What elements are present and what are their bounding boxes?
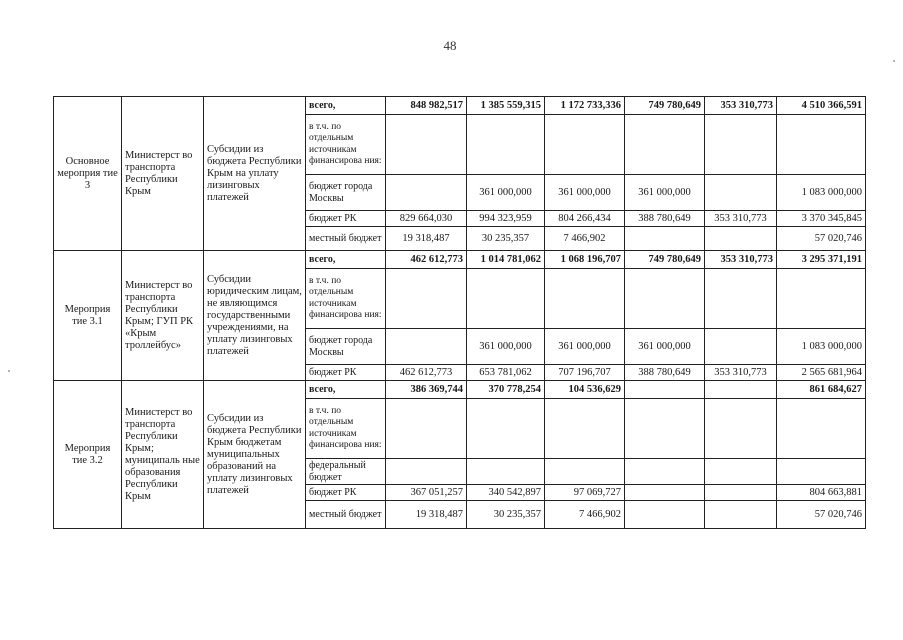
amount-cell xyxy=(705,269,777,329)
amount-cell xyxy=(625,269,705,329)
amount-cell: 361 000,000 xyxy=(545,329,625,365)
amount-cell: 57 020,746 xyxy=(777,501,866,529)
amount-cell: 749 780,649 xyxy=(625,97,705,115)
amount-cell: 848 982,517 xyxy=(386,97,467,115)
amount-cell: 353 310,773 xyxy=(705,251,777,269)
amount-cell xyxy=(545,269,625,329)
page-number: 48 xyxy=(443,38,457,53)
amount-cell xyxy=(386,459,467,485)
amount-cell: 804 266,434 xyxy=(545,211,625,227)
amount-cell xyxy=(777,399,866,459)
amount-cell xyxy=(705,399,777,459)
amount-cell xyxy=(777,269,866,329)
table-body xyxy=(54,97,866,529)
amount-cell: 1 385 559,315 xyxy=(467,97,545,115)
amount-cell: 361 000,000 xyxy=(467,329,545,365)
amount-cell: 2 565 681,964 xyxy=(777,365,866,381)
amount-cell: 57 020,746 xyxy=(777,227,866,251)
amount-cell: 340 542,897 xyxy=(467,485,545,501)
funding-source-cell: бюджет РК xyxy=(306,211,386,227)
table-row xyxy=(54,381,866,399)
event-name-cell: Мероприя тие 3.1 xyxy=(54,251,122,381)
amount-cell: 3 370 345,845 xyxy=(777,211,866,227)
amount-cell: 370 778,254 xyxy=(467,381,545,399)
amount-cell xyxy=(705,227,777,251)
funding-source-cell: местный бюджет xyxy=(306,227,386,251)
amount-cell xyxy=(625,501,705,529)
amount-cell: 97 069,727 xyxy=(545,485,625,501)
funding-source-cell: бюджет РК xyxy=(306,365,386,381)
amount-cell xyxy=(545,115,625,175)
amount-cell: 829 664,030 xyxy=(386,211,467,227)
amount-cell xyxy=(467,269,545,329)
amount-cell xyxy=(705,175,777,211)
amount-cell: 462 612,773 xyxy=(386,365,467,381)
amount-cell xyxy=(386,399,467,459)
amount-cell: 994 323,959 xyxy=(467,211,545,227)
amount-cell: 462 612,773 xyxy=(386,251,467,269)
amount-cell: 1 083 000,000 xyxy=(777,175,866,211)
amount-cell: 19 318,487 xyxy=(386,227,467,251)
amount-cell: 361 000,000 xyxy=(625,329,705,365)
amount-cell: 1 083 000,000 xyxy=(777,329,866,365)
amount-cell: 353 310,773 xyxy=(705,211,777,227)
funding-source-cell: в т.ч. по отдельным источникам финансирова ния: xyxy=(306,399,386,459)
amount-cell xyxy=(625,459,705,485)
amount-cell: 707 196,707 xyxy=(545,365,625,381)
amount-cell xyxy=(625,381,705,399)
amount-cell: 386 369,744 xyxy=(386,381,467,399)
amount-cell xyxy=(386,329,467,365)
purpose-cell: Субсидии из бюджета Республики Крым на уплату лизинговых платежей xyxy=(204,97,306,251)
amount-cell: 367 051,257 xyxy=(386,485,467,501)
funding-source-cell: всего, xyxy=(306,97,386,115)
amount-cell: 104 536,629 xyxy=(545,381,625,399)
amount-cell xyxy=(777,115,866,175)
amount-cell: 749 780,649 xyxy=(625,251,705,269)
amount-cell: 388 780,649 xyxy=(625,211,705,227)
purpose-cell: Субсидии из бюджета Республики Крым бюджетам муниципальных образований на уплату лизинговых платежей xyxy=(204,381,306,529)
amount-cell: 19 318,487 xyxy=(386,501,467,529)
table-row xyxy=(54,97,866,115)
financing-table xyxy=(53,96,866,529)
funding-source-cell: бюджет города Москвы xyxy=(306,329,386,365)
amount-cell: 361 000,000 xyxy=(625,175,705,211)
funding-source-cell: всего, xyxy=(306,251,386,269)
amount-cell: 30 235,357 xyxy=(467,501,545,529)
amount-cell: 388 780,649 xyxy=(625,365,705,381)
amount-cell xyxy=(705,115,777,175)
amount-cell: 7 466,902 xyxy=(545,227,625,251)
scan-speck xyxy=(8,370,10,372)
amount-cell xyxy=(625,399,705,459)
scan-speck xyxy=(893,60,895,62)
amount-cell: 7 466,902 xyxy=(545,501,625,529)
event-name-cell: Основное мероприя тие 3 xyxy=(54,97,122,251)
funding-source-cell: федеральный бюджет xyxy=(306,459,386,485)
amount-cell xyxy=(467,115,545,175)
amount-cell xyxy=(545,459,625,485)
amount-cell: 653 781,062 xyxy=(467,365,545,381)
amount-cell: 861 684,627 xyxy=(777,381,866,399)
executor-cell: Министерст во транспорта Республики Крым xyxy=(122,97,204,251)
amount-cell xyxy=(467,459,545,485)
amount-cell: 804 663,881 xyxy=(777,485,866,501)
funding-source-cell: всего, xyxy=(306,381,386,399)
amount-cell xyxy=(705,501,777,529)
funding-source-cell: бюджет РК xyxy=(306,485,386,501)
table-row xyxy=(54,251,866,269)
amount-cell: 361 000,000 xyxy=(467,175,545,211)
amount-cell xyxy=(705,381,777,399)
amount-cell xyxy=(386,269,467,329)
amount-cell: 1 172 733,336 xyxy=(545,97,625,115)
amount-cell xyxy=(705,329,777,365)
funding-source-cell: бюджет города Москвы xyxy=(306,175,386,211)
amount-cell xyxy=(625,227,705,251)
funding-source-cell: в т.ч. по отдельным источникам финансирова ния: xyxy=(306,115,386,175)
executor-cell: Министерст во транспорта Республики Крым; ГУП РК «Крым троллейбус» xyxy=(122,251,204,381)
amount-cell xyxy=(386,175,467,211)
amount-cell: 1 068 196,707 xyxy=(545,251,625,269)
event-name-cell: Мероприя тие 3.2 xyxy=(54,381,122,529)
funding-source-cell: местный бюджет xyxy=(306,501,386,529)
amount-cell: 3 295 371,191 xyxy=(777,251,866,269)
amount-cell xyxy=(777,459,866,485)
amount-cell: 1 014 781,062 xyxy=(467,251,545,269)
amount-cell: 4 510 366,591 xyxy=(777,97,866,115)
purpose-cell: Субсидии юридическим лицам, не являющимся государственными учреждениями, на уплату лизинговых платежей xyxy=(204,251,306,381)
amount-cell: 361 000,000 xyxy=(545,175,625,211)
amount-cell xyxy=(625,115,705,175)
amount-cell xyxy=(467,399,545,459)
amount-cell xyxy=(386,115,467,175)
amount-cell xyxy=(625,485,705,501)
amount-cell: 30 235,357 xyxy=(467,227,545,251)
amount-cell xyxy=(545,399,625,459)
amount-cell xyxy=(705,459,777,485)
amount-cell: 353 310,773 xyxy=(705,97,777,115)
executor-cell: Министерст во транспорта Республики Крым; муниципаль ные образования Республики Крым xyxy=(122,381,204,529)
amount-cell: 353 310,773 xyxy=(705,365,777,381)
funding-source-cell: в т.ч. по отдельным источникам финансирова ния: xyxy=(306,269,386,329)
amount-cell xyxy=(705,485,777,501)
